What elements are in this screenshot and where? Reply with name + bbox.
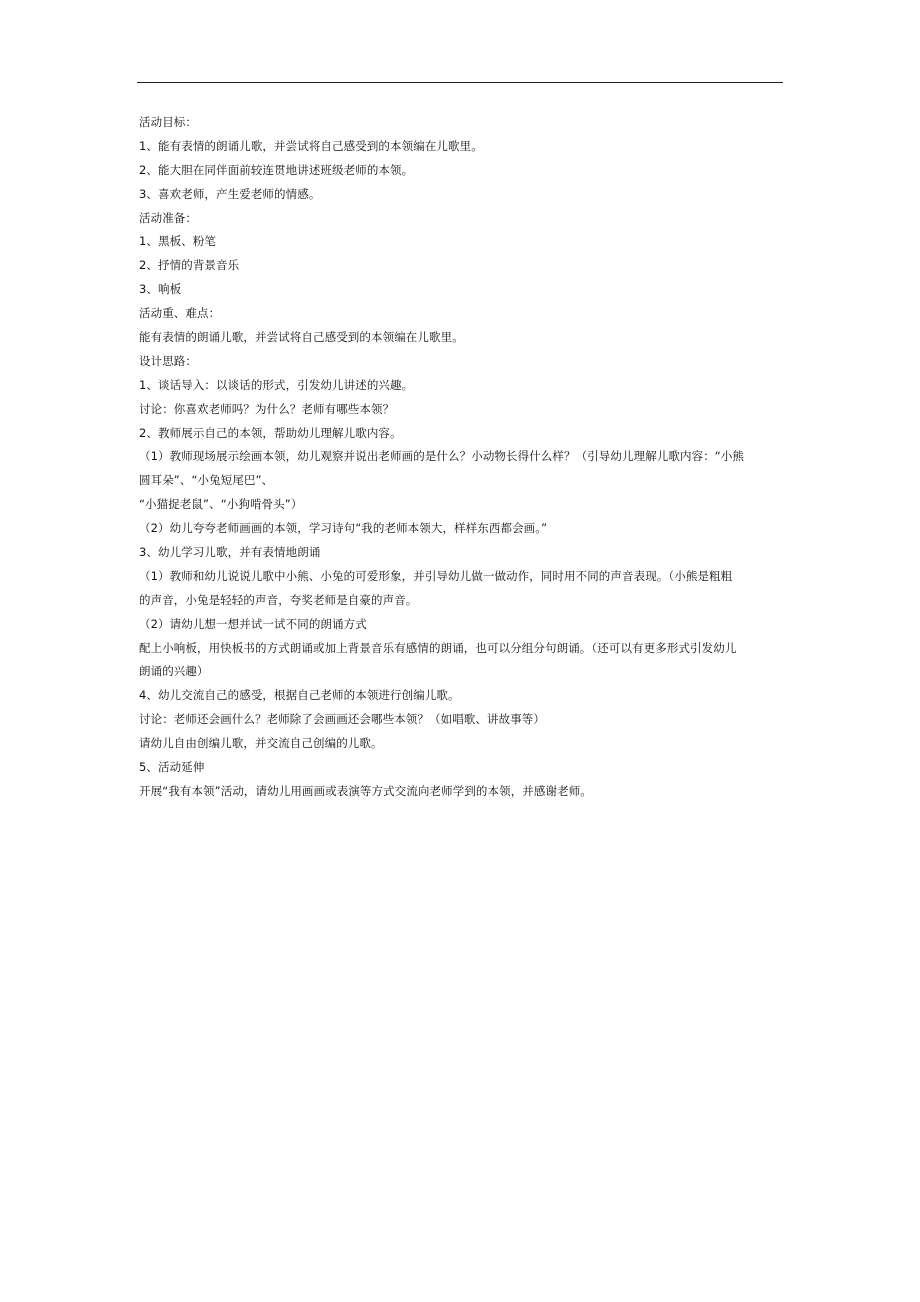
heading-design: 设计思路： (139, 353, 197, 368)
design-step-5: 5、活动延伸 (139, 760, 205, 775)
heading-goals: 活动目标： (139, 115, 197, 129)
goal-item-1: 1、能有表情的朗诵儿歌，并尝试将自己感受到的本领编在儿歌里。 (139, 138, 483, 153)
design-step-2: 2、教师展示自己的本领，帮助幼儿理解儿歌内容。 (139, 425, 402, 440)
design-step-2-sub-1-cont2: “小猫捉老鼠”、“小狗啃骨头”） (139, 497, 303, 512)
design-step-4: 4、幼儿交流自己的感受，根据自己老师的本领进行创编儿歌。 (139, 688, 460, 703)
design-step-2-sub-1-cont: 圆耳朵”、“小兔短尾巴”、 (139, 473, 274, 488)
design-step-4-detail: 请幼儿自由创编儿歌，并交流自己创编的儿歌。 (139, 736, 383, 751)
heading-preparation: 活动准备： (139, 210, 197, 225)
header-rule (137, 82, 783, 83)
design-step-2-sub-2: （2）幼儿夸夸老师画画的本领，学习诗句“我的老师本领大，样样东西都会画。” (139, 521, 548, 536)
design-step-3-sub-1-cont: 的声音，小兔是轻轻的声音，夸奖老师是自豪的声音。 (139, 592, 418, 607)
key-points-text: 能有表情的朗诵儿歌，并尝试将自己感受到的本领编在儿歌里。 (139, 330, 464, 345)
design-step-3-sub-1: （1）教师和幼儿说说儿歌中小熊、小兔的可爱形象，并引导幼儿做一做动作，同时用不同的声音表现。（小熊是粗粗 (139, 568, 733, 583)
design-step-1: 1、谈话导入：以谈话的形式，引发幼儿讲述的兴趣。 (139, 377, 414, 392)
design-step-1-discussion: 讨论：你喜欢老师吗？为什么？老师有哪些本领？ (139, 401, 395, 416)
design-step-5-detail: 开展“我有本领”活动，请幼儿用画画或表演等方式交流向老师学到的本领，并感谢老师。 (139, 783, 592, 798)
design-step-2-sub-1: （1）教师现场展示绘画本领，幼儿观察并说出老师画的是什么？小动物长得什么样？（引导幼儿理解儿歌内容：“小熊 (139, 449, 745, 464)
goal-item-2: 2、能大胆在同伴面前较连贯地讲述班级老师的本领。 (139, 162, 414, 177)
design-step-3: 3、幼儿学习儿歌，并有表情地朗诵 (139, 545, 321, 560)
design-step-3-sub-2-detail-cont: 朗诵的兴趣） (139, 664, 209, 679)
prep-item-2: 2、抒情的背景音乐 (139, 258, 240, 273)
heading-key-points: 活动重、难点： (139, 306, 221, 321)
prep-item-1: 1、黑板、粉笔 (139, 234, 217, 249)
document-body (139, 111, 787, 804)
design-step-3-sub-2-detail: 配上小响板，用快板书的方式朗诵或加上背景音乐有感情的朗诵，也可以分组分句朗诵。（还可以有更多形式引发幼儿 (139, 640, 737, 655)
design-step-3-sub-2: （2）请幼儿想一想并试一试不同的朗诵方式 (139, 616, 367, 631)
design-step-4-discussion: 讨论：老师还会画什么？老师除了会画画还会哪些本领？（如唱歌、讲故事等） (139, 712, 545, 727)
prep-item-3: 3、响板 (139, 282, 182, 297)
goal-item-3: 3、喜欢老师，产生爱老师的情感。 (139, 186, 321, 201)
